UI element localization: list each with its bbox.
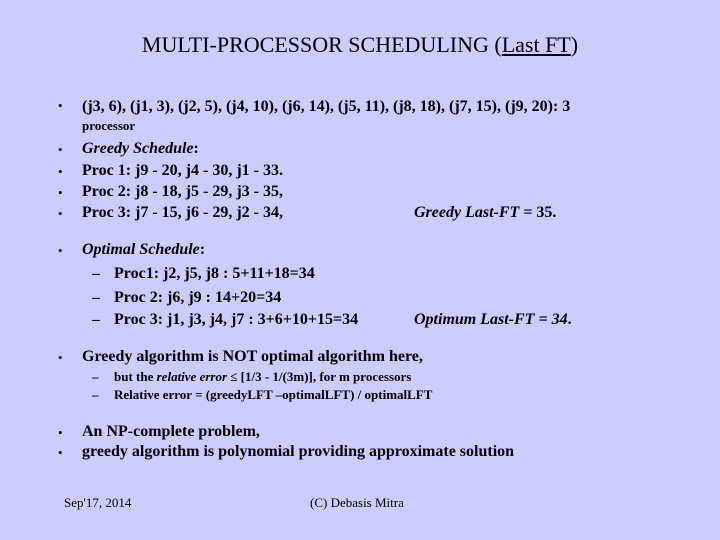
greedy-proc2: Proc 2: j8 - 18, j5 - 29, j3 - 35,: [82, 183, 283, 200]
greedy-schedule-label: Greedy Schedule: [82, 140, 194, 157]
relative-error-term: relative error: [156, 369, 228, 384]
np-complete-line: An NP-complete problem,: [82, 423, 260, 440]
slide-title: [0, 32, 720, 58]
optimal-schedule-heading: [82, 241, 205, 259]
jobs-list-line2: processor: [82, 118, 136, 133]
greedy-last-label: Greedy Last-FT: [414, 204, 520, 221]
bullet-dot: •: [58, 350, 63, 365]
optimal-proc3: Proc 3: j1, j3, j4, j7 : 3+6+10+15=34: [114, 311, 359, 328]
jobs-list-line1: (j3, 6), (j1, 3), (j2, 5), (j4, 10), (j6, 14), (j5, 11), (j8, 18), (j7, 15), (j9, 20): 3: [82, 98, 571, 115]
relative-error-bound-b: ≤ [1/3 - 1/(3m)], for m processors: [227, 369, 412, 384]
greedy-proc1: Proc 1: j9 - 20, j4 - 30, j1 - 33.: [82, 162, 283, 179]
footer-date: Sep'17, 2014: [64, 495, 132, 510]
bullet-dot: •: [58, 185, 63, 200]
bullet-dot: •: [58, 142, 63, 157]
bullet-dot: •: [58, 164, 63, 179]
title-prefix: MULTI-PROCESSOR SCHEDULING (: [141, 32, 502, 57]
relative-error-bound-a: but the: [114, 369, 157, 384]
title-underlined: Last FT: [501, 32, 571, 57]
optimal-dash: –: [92, 265, 100, 282]
bullet-dot: •: [58, 206, 63, 221]
optimum-last-ft: [414, 311, 572, 329]
bullet-dot: •: [58, 243, 63, 258]
footer-author: (C) Debasis Mitra: [310, 495, 404, 510]
greedy-schedule-heading: [82, 140, 199, 158]
bullet-dot: •: [58, 98, 63, 113]
bullet-dot: •: [58, 445, 63, 460]
greedy-last-value: = 35.: [519, 204, 557, 221]
sub-dash: –: [92, 387, 99, 402]
relative-error-bound: [114, 369, 411, 385]
optimal-schedule-label: Optimal Schedule: [82, 241, 200, 258]
optimum-last-label: Optimum Last-FT = 34: [414, 311, 568, 328]
relative-error-definition: Relative error = (greedyLFT –optimalLFT) / optimalLFT: [114, 387, 433, 402]
optimal-proc2: Proc 2: j6, j9 : 14+20=34: [114, 289, 282, 306]
optimal-dash: –: [92, 311, 100, 328]
greedy-colon: :: [193, 140, 199, 157]
optimum-period: .: [567, 311, 572, 328]
not-optimal-statement: Greedy algorithm is NOT optimal algorithm here,: [82, 348, 423, 365]
title-suffix: ): [570, 32, 579, 57]
greedy-last-ft: [414, 204, 556, 222]
optimal-proc1: Proc1: j2, j5, j8 : 5+11+18=34: [114, 265, 315, 282]
bullet-dot: •: [58, 425, 63, 440]
optimal-colon: :: [199, 241, 206, 258]
greedy-proc3: Proc 3: j7 - 15, j6 - 29, j2 - 34,: [82, 204, 283, 221]
approximation-line: greedy algorithm is polynomial providing approximate solution: [82, 443, 515, 460]
sub-dash: –: [92, 369, 99, 384]
optimal-dash: –: [92, 289, 100, 306]
